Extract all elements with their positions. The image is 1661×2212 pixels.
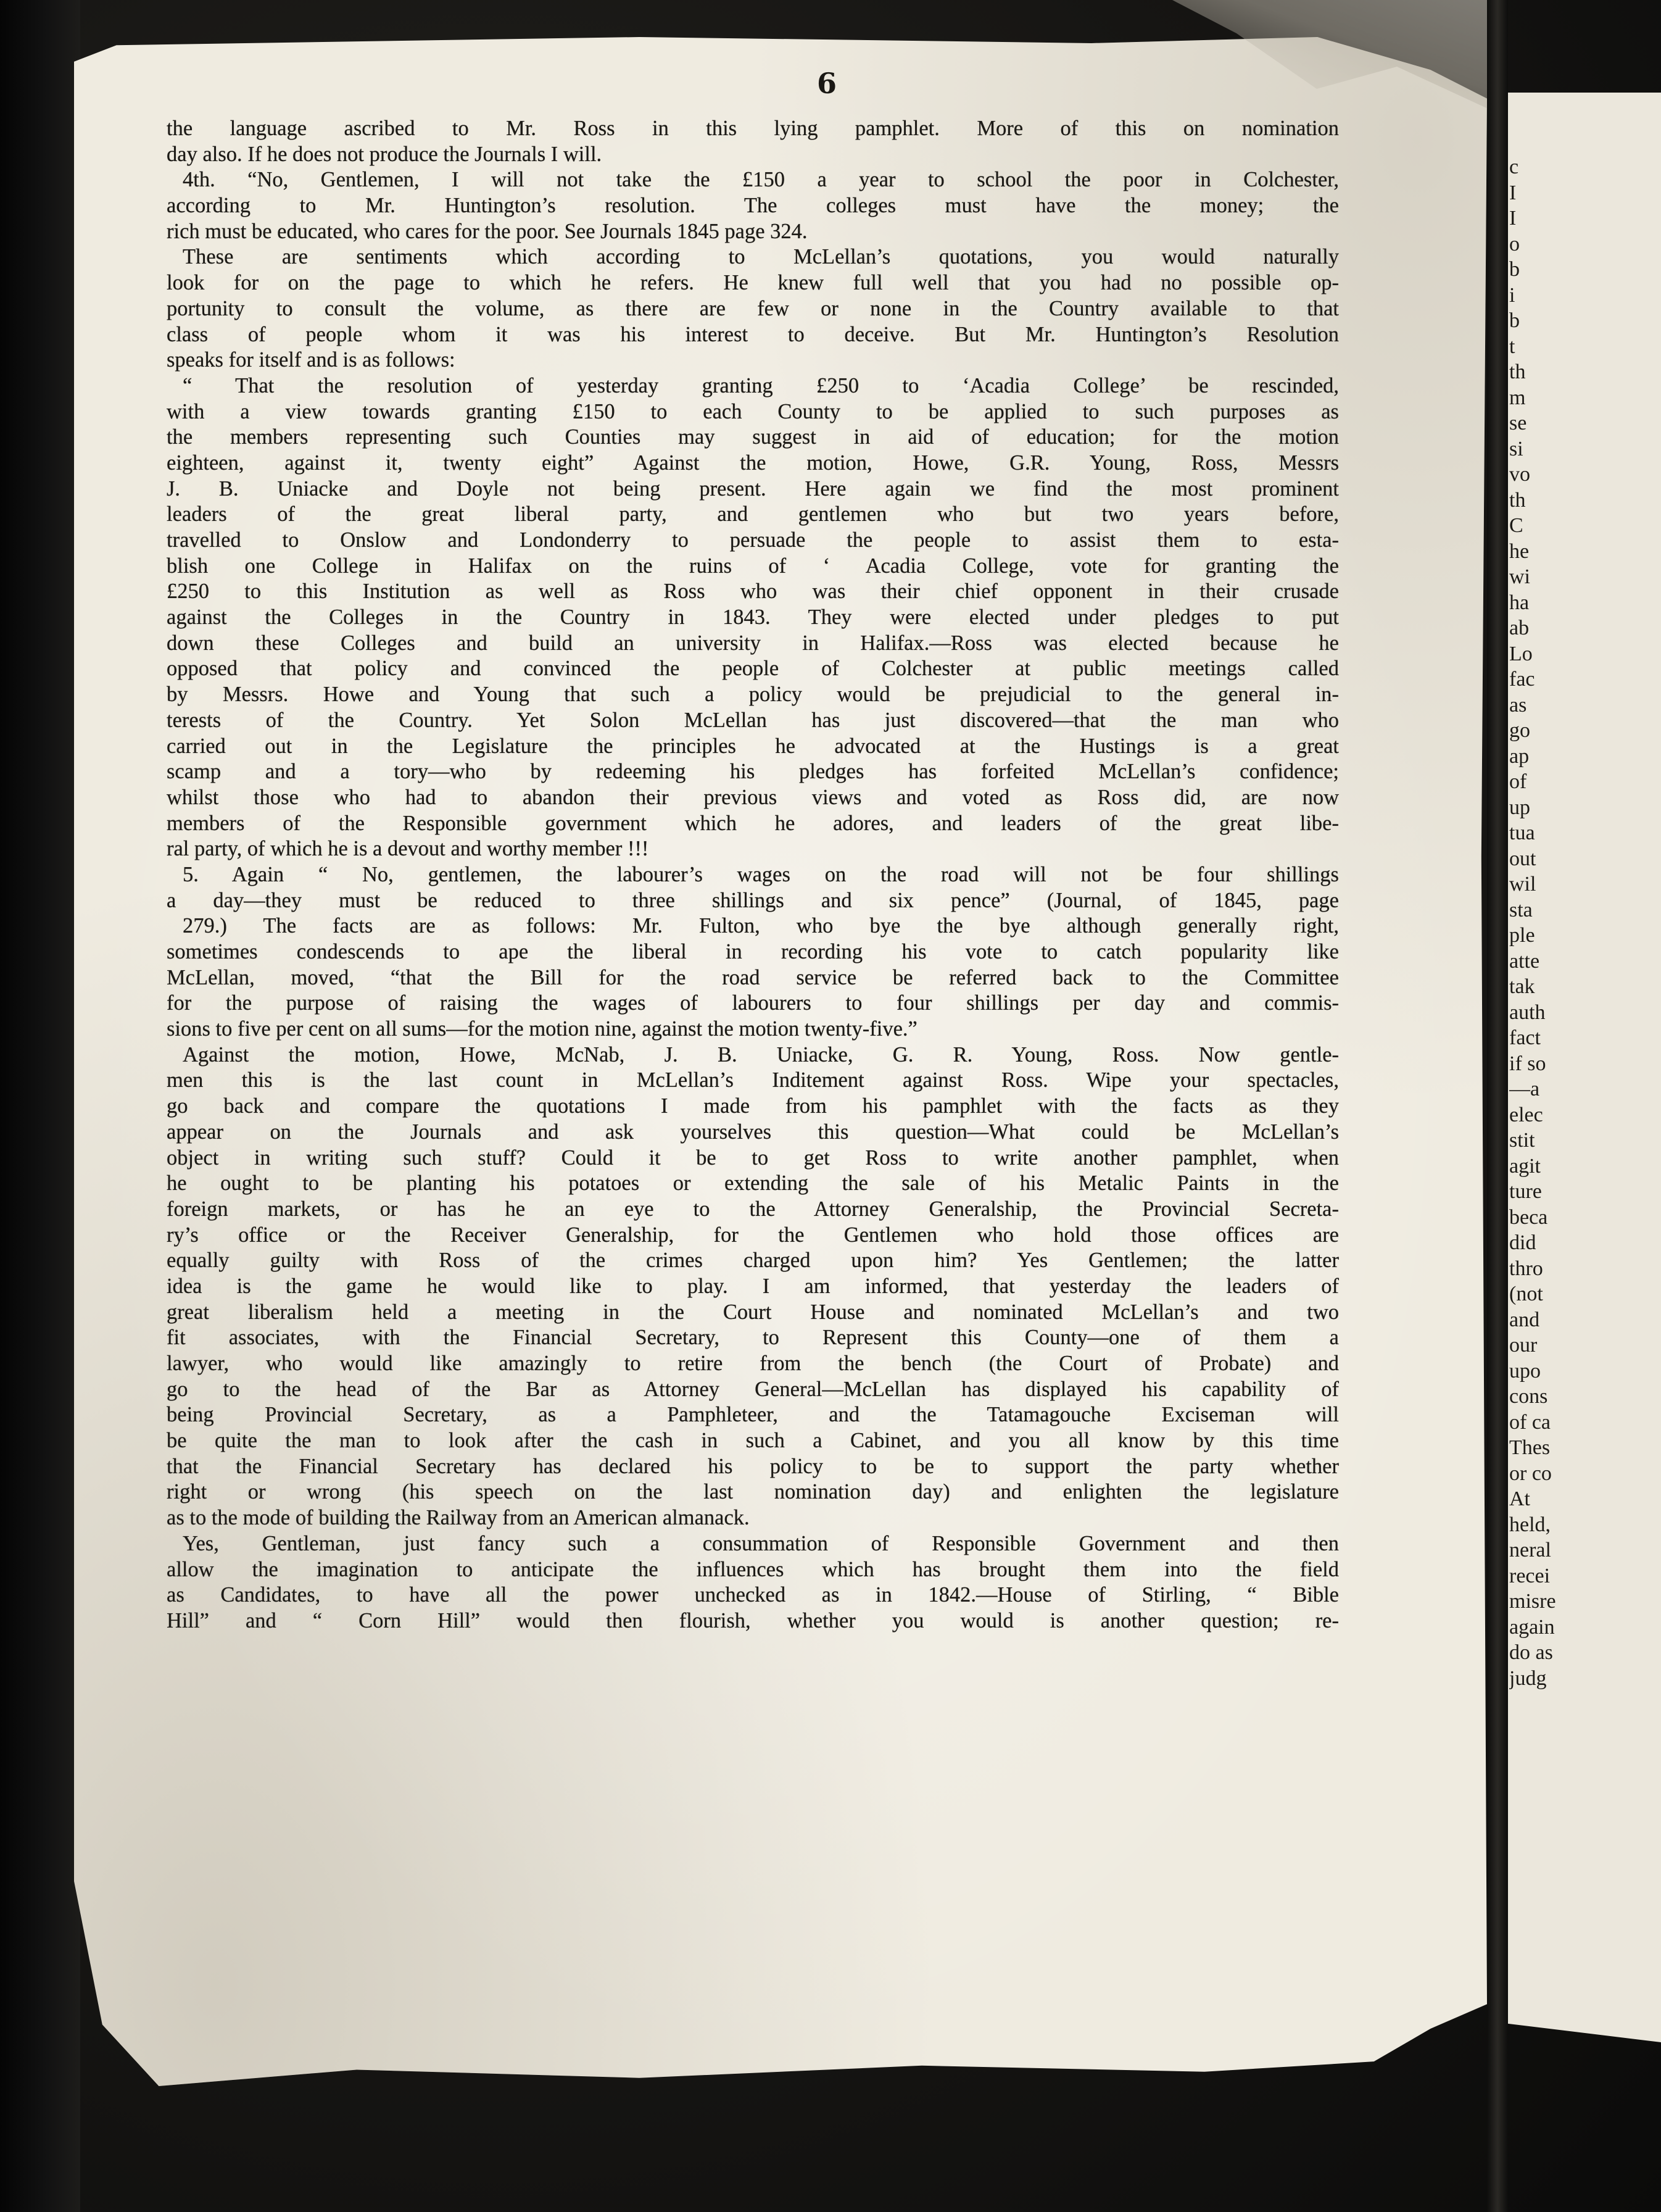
text-line: being Provincial Secretary, as a Pamphleteer, and the Tatamagouche Exciseman will <box>167 1403 1339 1427</box>
margin-fragment: of <box>1509 770 1527 793</box>
margin-fragment: of ca <box>1509 1410 1551 1434</box>
margin-fragment: fac <box>1509 668 1535 691</box>
margin-fragment: elec <box>1509 1103 1543 1126</box>
text-line: travelled to Onslow and Londonderry to persuade the people to assist them to esta- <box>167 528 1339 552</box>
margin-fragment: go <box>1509 719 1530 742</box>
margin-fragment: sta <box>1509 898 1533 921</box>
text-line: J. B. Uniacke and Doyle not being present. Here again we find the most prominent <box>167 476 1339 501</box>
text-line: against the Colleges in the Country in 1843. They were elected under pledges to put <box>167 605 1339 630</box>
text-line: Against the motion, Howe, McNab, J. B. Uniacke, G. R. Young, Ross. Now gentle- <box>183 1042 1339 1066</box>
text-line: right or wrong (his speech on the last nomination day) and enlighten the legislature <box>167 1480 1339 1504</box>
text-line: look for on the page to which he refers. He knew full well that you had no possible op- <box>167 271 1339 295</box>
text-line: great liberalism held a meeting in the Court House and nominated McLellan’s and two <box>167 1300 1339 1324</box>
margin-fragment: ha <box>1509 591 1530 614</box>
text-line: as to the mode of building the Railway from an American almanack. <box>167 1506 750 1530</box>
text-line: scamp and a tory—who by redeeming his pledges has forfeited McLellan’s confidence; <box>167 760 1339 784</box>
margin-fragment: At <box>1509 1487 1530 1510</box>
margin-fragment: do as <box>1509 1641 1553 1664</box>
text-line: opposed that policy and convinced the people of Colchester at public meetings called <box>167 657 1339 681</box>
margin-fragment: misre <box>1509 1590 1556 1613</box>
margin-fragment: did <box>1509 1231 1536 1254</box>
text-line: down these Colleges and build an university in Halifax.—Ross was elected because he <box>167 631 1339 655</box>
margin-fragment: thro <box>1509 1257 1543 1280</box>
text-line: with a view towards granting £150 to each County to be applied to such purposes as <box>167 399 1339 423</box>
page-body <box>167 116 1339 1634</box>
text-line: sometimes condescends to ape the liberal in recording his vote to catch popularity like <box>167 940 1339 963</box>
margin-fragment: ple <box>1509 924 1535 947</box>
text-line: go back and compare the quotations I made from his pamphlet with the facts as they <box>167 1094 1339 1118</box>
margin-fragment: o <box>1509 232 1520 256</box>
margin-fragment: I <box>1509 181 1517 204</box>
margin-fragment: up <box>1509 796 1530 819</box>
text-line: These are sentiments which according to McLellan’s quotations, you would naturally <box>183 245 1339 269</box>
text-line: go to the head of the Bar as Attorney General—McLellan has displayed his capability of <box>167 1377 1339 1401</box>
margin-fragment: beca <box>1509 1205 1548 1229</box>
margin-fragment: auth <box>1509 1000 1546 1024</box>
text-line: McLellan, moved, “that the Bill for the road service be referred back to the Committee <box>167 965 1339 989</box>
text-line: blish one College in Halifax on the ruins of ‘ Acadia College, vote for granting the <box>167 554 1339 578</box>
text-line: be quite the man to look after the cash in such a Cabinet, and you all know by this time <box>167 1429 1339 1453</box>
margin-fragment: b <box>1509 258 1520 281</box>
text-line: the language ascribed to Mr. Ross in this lying pamphlet. More of this on nomination <box>167 117 1339 140</box>
margin-fragment: th <box>1509 488 1526 512</box>
text-line: allow the imagination to anticipate the influences which has brought them into the field <box>167 1557 1339 1581</box>
page-number: 6 <box>816 67 837 100</box>
text-line: appear on the Journals and ask yourselves this question—What could be McLellan’s <box>167 1120 1339 1144</box>
margin-fragment: c <box>1509 156 1519 178</box>
scanner-edge <box>0 0 80 2212</box>
margin-fragment: Thes <box>1509 1436 1551 1459</box>
text-line: £250 to this Institution as well as Ross who was their chief opponent in their crusade <box>167 580 1339 604</box>
text-line: whilst those who had to abandon their previous views and voted as Ross did, are now <box>167 785 1339 809</box>
margin-fragment: as <box>1509 693 1527 717</box>
margin-fragment: m <box>1509 386 1526 409</box>
text-line: leaders of the great liberal party, and gentlemen who but two years before, <box>167 502 1339 526</box>
margin-fragment: i <box>1509 283 1515 307</box>
margin-fragment: ture <box>1509 1180 1542 1203</box>
margin-fragment: tua <box>1509 821 1535 844</box>
text-line: ry’s office or the Receiver Generalship, for the Gentlemen who hold those offices are <box>167 1223 1339 1247</box>
text-line: for the purpose of raising the wages of labourers to four shillings per day and commis- <box>167 991 1339 1015</box>
text-line: speaks for itself and is as follows: <box>167 348 455 372</box>
margin-fragment: si <box>1509 437 1523 460</box>
text-line: foreign markets, or has he an eye to the Attorney Generalship, the Provincial Secreta- <box>167 1197 1339 1221</box>
margin-fragment: cons <box>1509 1385 1548 1408</box>
margin-fragment: se <box>1509 412 1527 434</box>
margin-fragment: or co <box>1509 1462 1552 1485</box>
margin-fragment: if so <box>1509 1052 1546 1075</box>
text-line: the members representing such Counties may suggest in aid of education; for the motion <box>167 425 1339 449</box>
page-gutter <box>1487 0 1508 2212</box>
margin-fragment: upo <box>1509 1359 1541 1382</box>
facing-page-text <box>1509 154 1661 1691</box>
margin-fragment: t <box>1509 335 1515 358</box>
margin-fragment: —a <box>1509 1078 1540 1100</box>
text-line: idea is the game he would like to play. I am informed, that yesterday the leaders of <box>167 1274 1339 1298</box>
text-line: Hill” and “ Corn Hill” would then flourish, whether you would is another question; re- <box>167 1608 1339 1632</box>
text-line: eighteen, against it, twenty eight” Against the motion, Howe, G.R. Young, Ross, Messrs <box>167 451 1339 475</box>
margin-fragment: agit <box>1509 1154 1541 1178</box>
text-line: 4th. “No, Gentlemen, I will not take the £150 a year to school the poor in Colchester, <box>183 168 1339 192</box>
margin-fragment: C <box>1509 514 1523 537</box>
text-line: 279.) The facts are as follows: Mr. Fulton, who bye the bye although generally right, <box>183 914 1339 938</box>
text-line: he ought to be planting his potatoes or extending the sale of his Metalic Paints in the <box>167 1171 1339 1195</box>
text-line: day also. If he does not produce the Journals I will. <box>167 142 602 166</box>
text-line: according to Mr. Huntington’s resolution. The colleges must have the money; the <box>167 194 1339 218</box>
margin-fragment: he <box>1509 539 1530 563</box>
text-line: Yes, Gentleman, just fancy such a consummation of Responsible Government and then <box>183 1531 1339 1555</box>
text-line: class of people whom it was his interest to deceive. But Mr. Huntington’s Resolution <box>167 322 1339 346</box>
text-line: fit associates, with the Financial Secretary, to Represent this County—one of them a <box>167 1326 1339 1350</box>
text-line: a day—they must be reduced to three shillings and six pence” (Journal, of 1845, page <box>167 888 1339 912</box>
text-line: carried out in the Legislature the principles he advocated at the Hustings is a great <box>167 734 1339 758</box>
margin-fragment: fact <box>1509 1026 1541 1049</box>
margin-fragment: atte <box>1509 949 1540 973</box>
text-line: 5. Again “ No, gentlemen, the labourer’s wages on the road will not be four shillings <box>183 862 1339 886</box>
text-line: equally guilty with Ross of the crimes charged upon him? Yes Gentlemen; the latter <box>167 1249 1339 1273</box>
margin-fragment: again <box>1509 1615 1555 1639</box>
margin-fragment: vo <box>1509 463 1530 486</box>
margin-fragment: out <box>1509 847 1536 870</box>
text-line: members of the Responsible government which he adores, and leaders of the great libe- <box>167 811 1339 835</box>
margin-fragment: stit <box>1509 1129 1535 1152</box>
margin-fragment: th <box>1509 360 1526 383</box>
text-line: ral party, of which he is a devout and worthy member !!! <box>167 837 649 861</box>
margin-fragment: I <box>1509 207 1517 230</box>
text-line: object in writing such stuff? Could it be to get Ross to write another pamphlet, when <box>167 1146 1339 1170</box>
margin-fragment: wi <box>1509 565 1530 588</box>
text-line: men this is the last count in McLellan’s Inditement against Ross. Wipe your spectacles, <box>167 1068 1339 1092</box>
margin-fragment: (not <box>1509 1283 1543 1305</box>
margin-fragment: recei <box>1509 1564 1551 1587</box>
text-line: lawyer, who would like amazingly to retire from the bench (the Court of Probate) and <box>167 1352 1339 1375</box>
margin-fragment: tak <box>1509 975 1535 998</box>
margin-fragment: neral <box>1509 1539 1551 1561</box>
margin-fragment: Lo <box>1509 642 1533 665</box>
text-line: as Candidates, to have all the power unchecked as in 1842.—House of Stirling, “ Bible <box>167 1583 1339 1607</box>
margin-fragment: b <box>1509 309 1520 332</box>
margin-fragment: wil <box>1509 873 1536 896</box>
text-line: portunity to consult the volume, as there are few or none in the Country available to that <box>167 296 1339 320</box>
margin-fragment: held, <box>1509 1513 1551 1536</box>
text-line: “ That the resolution of yesterday granting £250 to ‘Acadia College’ be rescinded, <box>183 373 1339 397</box>
text-line: rich must be educated, who cares for the poor. See Journals 1845 page 324. <box>167 219 808 243</box>
text-line: terests of the Country. Yet Solon McLellan has just discovered—that the man who <box>167 708 1339 732</box>
margin-fragment: ab <box>1509 617 1530 639</box>
margin-fragment: our <box>1509 1334 1538 1357</box>
text-line: sions to five per cent on all sums—for the motion nine, against the motion twenty-five.” <box>167 1017 917 1041</box>
text-line: that the Financial Secretary has declared his policy to be to support the party whether <box>167 1454 1339 1478</box>
margin-fragment: judg <box>1509 1666 1547 1690</box>
margin-fragment: and <box>1509 1308 1540 1331</box>
margin-fragment: ap <box>1509 744 1530 768</box>
text-line: by Messrs. Howe and Young that such a policy would be prejudicial to the general in- <box>167 683 1339 707</box>
